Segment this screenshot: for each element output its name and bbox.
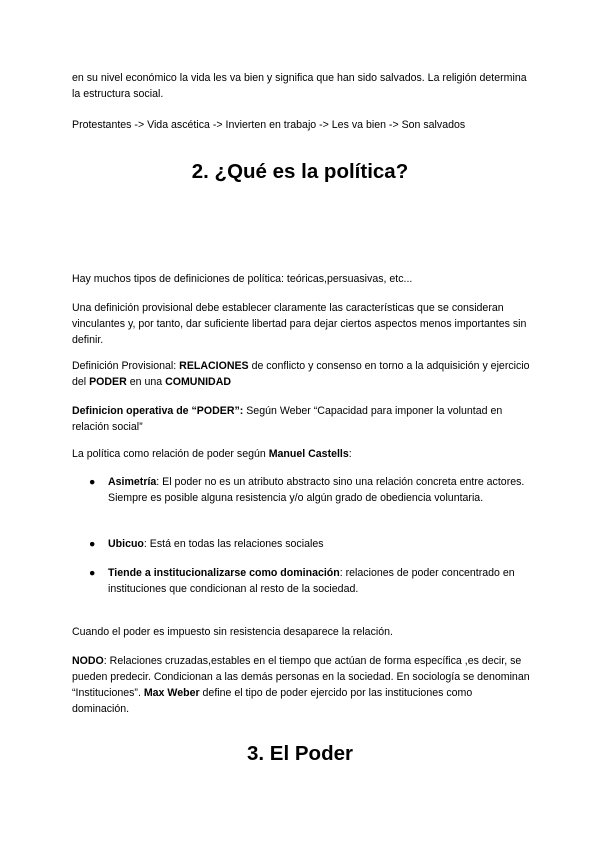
resistance-paragraph: Cuando el poder es impuesto sin resistencia desaparece la relación.	[72, 626, 393, 638]
power-characteristics-list	[72, 474, 532, 506]
protestant-chain: Protestantes -> Vida ascética -> Invierten en trabajo -> Les va bien -> Son salvados	[72, 119, 466, 131]
bullet-term: Ubicuo	[108, 538, 144, 550]
comunidad-term: COMUNIDAD	[165, 376, 231, 388]
bullet-icon: ●	[89, 567, 96, 579]
poder-term: PODER	[89, 376, 127, 388]
list-item	[72, 474, 532, 506]
intro-paragraph: en su nivel económico la vida les va bien y significa que han sido salvados. La religión determina la estructura social.	[72, 72, 527, 100]
provisional-definition	[72, 358, 532, 390]
definitions-paragraph: Hay muchos tipos de definiciones de política: teóricas,persuasivas, etc...	[72, 273, 413, 285]
bullet-icon: ●	[89, 476, 96, 488]
list-item	[72, 536, 532, 552]
operative-text: Según Weber “Capacidad para imponer la voluntad en relación social”	[72, 405, 503, 433]
bullet-text: : Está en todas las relaciones sociales	[143, 538, 324, 550]
bullet-term: Asimetría	[108, 476, 157, 488]
castells-suffix: :	[348, 448, 352, 460]
bullet-term: Tiende a institucionalizarse como dominación	[108, 567, 340, 579]
list-item	[72, 565, 532, 597]
operative-definition	[72, 403, 532, 435]
provisional-intro-paragraph: Una definición provisional debe establecer claramente las características que se consideran vinculantes y, por tanto, dar suficiente libertad para dejar ciertos aspectos menos importantes sin definir.	[72, 302, 527, 346]
provisional-mid2: en una	[126, 376, 166, 388]
nodo-text-2: define el tipo de poder ejercido por las instituciones como dominación.	[72, 687, 473, 715]
castells-intro	[72, 446, 532, 462]
castells-name: Manuel Castells	[268, 448, 349, 460]
power-characteristics-list-3	[72, 565, 532, 597]
nodo-paragraph	[72, 653, 532, 717]
bullet-icon: ●	[89, 538, 96, 550]
section-2-heading: 2. ¿Qué es la política?	[191, 160, 409, 183]
power-characteristics-list-2	[72, 536, 532, 552]
provisional-prefix: Definición Provisional:	[72, 360, 180, 372]
bullet-text: : relaciones de poder concentrado en instituciones que condicionan al resto de la sociedad.	[108, 567, 515, 595]
operative-label: Definicion operativa de “PODER”:	[72, 405, 244, 417]
relaciones-term: RELACIONES	[179, 360, 249, 372]
bullet-text: : El poder no es un atributo abstracto sino una relación concreta entre actores. Siempre es posible alguna resistencia y/o algún grado de obediencia voluntaria.	[108, 476, 525, 504]
castells-prefix: La política como relación de poder según	[72, 448, 269, 460]
provisional-mid1: de conflicto y consenso en torno a la adquisición y ejercicio del	[72, 360, 530, 388]
section-3-heading: 3. El Poder	[247, 742, 353, 765]
nodo-text-1: : Relaciones cruzadas,estables en el tiempo que actúan de forma específica ,es decir, se pueden predecir. Condicionan a las demás personas en la sociedad. En sociología se denominan “Instituciones”.	[72, 655, 530, 699]
max-weber-name: Max Weber	[143, 687, 200, 699]
nodo-term: NODO	[72, 655, 104, 667]
